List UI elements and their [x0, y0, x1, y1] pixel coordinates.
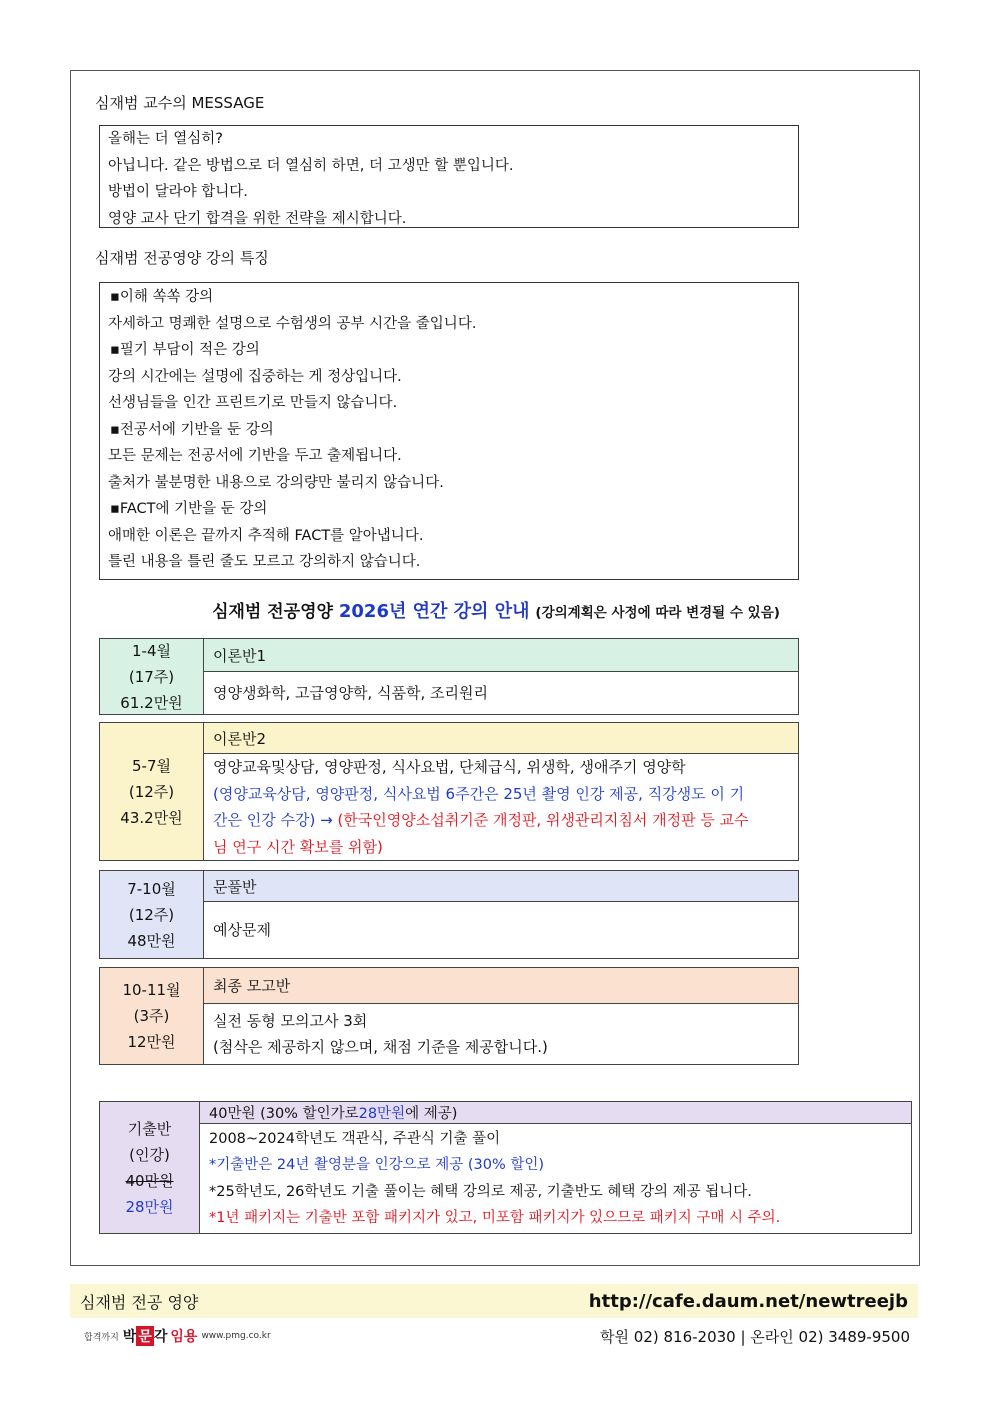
features-box [99, 282, 799, 580]
course-block-theory2 [99, 722, 799, 861]
past-exam-schedule [100, 1102, 200, 1233]
past-exam-line: *1년 패키지는 기출반 포함 패키지가 있고, 미포함 패키지가 있으므로 패키지 구매 시 주의. [209, 1210, 781, 1226]
logo-brand-3: 각 [153, 1329, 168, 1345]
feature-line: 강의 시간에는 설명에 집중하는 게 정상입니다. [108, 368, 402, 385]
course-content [204, 754, 798, 860]
course-weeks: (3주) [133, 1007, 170, 1025]
course-price: 48만원 [127, 931, 176, 950]
course-name: 이론반2 [204, 723, 798, 754]
past-exam-name: 기출반 [127, 1119, 172, 1138]
course-weeks: (17주) [128, 667, 175, 686]
logo-brand-1: 박 [122, 1329, 137, 1345]
course-schedule [100, 723, 204, 860]
feature-heading: ▪FACT에 기반을 둔 강의 [110, 501, 268, 517]
message-box [99, 125, 799, 228]
course-note-line: (영양교육상담, 영양판정, 식사요법 6주간은 25년 촬영 인강 제공, 직강생도 이 기 [213, 784, 745, 803]
course-block-problem [99, 870, 799, 959]
past-exam-head-post: 에 제공) [405, 1106, 458, 1122]
message-line: 영양 교사 단기 합격을 위한 전략을 제시합니다. [108, 210, 407, 227]
feature-line: 선생님들을 인간 프린트기로 만들지 않습니다. [108, 395, 398, 411]
message-title: 심재범 교수의 MESSAGE [95, 94, 265, 112]
course-period: 10-11월 [122, 981, 181, 999]
feature-heading: ▪이해 쏙쏙 강의 [110, 289, 214, 305]
course-period: 5-7월 [132, 756, 171, 775]
annual-title-highlight: 2026년 연간 강의 안내 [338, 601, 530, 622]
feature-heading: ▪필기 부담이 적은 강의 [110, 342, 260, 358]
footer-title: 심재범 전공 영양 [80, 1292, 199, 1312]
course-name: 최종 모고반 [204, 968, 798, 1004]
annual-title-note: (강의계획은 사정에 따라 변경될 수 있음) [535, 605, 780, 621]
annual-title [0, 597, 992, 623]
course-content-line: (첨삭은 제공하지 않으며, 채점 기준을 제공합니다.) [213, 1038, 548, 1056]
course-period: 7-10월 [127, 879, 176, 898]
feature-line: 애매한 이론은 끝까지 추적해 FACT를 알아냅니다. [108, 527, 424, 544]
past-exam-new-price: 28만원 [125, 1197, 174, 1216]
course-content-line: 영양생화학, 고급영양학, 식품학, 조리원리 [213, 683, 488, 702]
feature-line: 틀린 내용을 틀린 줄도 모르고 강의하지 않습니다. [108, 554, 421, 570]
course-note-line: 님 연구 시간 확보를 위함) [213, 837, 383, 856]
footer-url-link[interactable]: http://cafe.daum.net/newtreejb [588, 1290, 908, 1312]
course-price: 61.2만원 [120, 693, 183, 712]
contact-info: 학원 02) 816-2030 | 온라인 02) 3489-9500 [600, 1328, 910, 1346]
feature-line: 출처가 불분명한 내용으로 강의량만 불리지 않습니다. [108, 474, 444, 491]
past-exam-head [200, 1102, 911, 1124]
feature-line: 모든 문제는 전공서에 기반을 두고 출제됩니다. [108, 448, 402, 464]
course-note-red: (한국인영양소섭취기준 개정판, 위생관리지침서 개정판 등 교수 [337, 811, 749, 829]
course-schedule [100, 968, 204, 1064]
course-content [204, 672, 798, 714]
past-exam-content [200, 1124, 911, 1233]
logo-brand-2: 문 [136, 1326, 154, 1346]
past-exam-head-price: 28만원 [358, 1106, 406, 1122]
message-line: 올해는 더 열심히? [108, 131, 223, 147]
course-content [204, 1004, 798, 1064]
message-line: 방법이 달라야 합니다. [108, 184, 248, 200]
past-exam-line: *25학년도, 26학년도 기출 풀이는 혜택 강의로 제공, 기출반도 혜택 강의 제공 됩니다. [209, 1183, 752, 1200]
message-line: 아닙니다. 같은 방법으로 더 열심히 하면, 더 고생만 할 뿐입니다. [108, 157, 514, 174]
course-price: 43.2만원 [120, 808, 183, 827]
past-exam-old-price: 40만원 [125, 1171, 174, 1190]
course-schedule [100, 639, 204, 714]
features-title: 심재범 전공영양 강의 특징 [95, 249, 269, 267]
course-block-past-exam [99, 1101, 912, 1234]
logo-imyong: 임용 [170, 1329, 198, 1345]
course-content-line: 실전 동형 모의고사 3회 [213, 1011, 368, 1030]
course-content-line: 영양교육및상담, 영양판정, 식사요법, 단체급식, 위생학, 생애주기 영양학 [213, 758, 686, 776]
course-name: 이론반1 [204, 639, 798, 672]
past-exam-type: (인강) [129, 1145, 170, 1164]
course-period: 1-4월 [132, 641, 171, 660]
course-content [204, 902, 798, 958]
footer-bar [70, 1284, 918, 1318]
course-block-theory1 [99, 638, 799, 715]
course-price: 12만원 [127, 1033, 176, 1051]
course-weeks: (12주) [128, 782, 175, 801]
logo-url: www.pmg.co.kr [201, 1331, 271, 1341]
course-name: 문풀반 [204, 871, 798, 902]
feature-heading: ▪전공서에 기반을 둔 강의 [110, 421, 274, 438]
course-note-blue: 간은 인강 수강) → [213, 811, 338, 829]
publisher-logo [84, 1326, 271, 1346]
logo-tagline: 합격까지 [84, 1332, 119, 1343]
course-content-line: 예상문제 [213, 920, 271, 939]
past-exam-head-pre: 40만원 (30% 할인가로 [209, 1106, 359, 1122]
past-exam-line: 2008~2024학년도 객관식, 주관식 기출 풀이 [209, 1130, 501, 1147]
feature-line: 자세하고 명쾌한 설명으로 수험생의 공부 시간을 줄입니다. [108, 315, 477, 332]
course-weeks: (12주) [128, 905, 175, 924]
course-block-mock [99, 967, 799, 1065]
past-exam-line: *기출반은 24년 촬영분을 인강으로 제공 (30% 할인) [209, 1157, 545, 1173]
course-note-line [213, 807, 789, 834]
annual-title-prefix: 심재범 전공영양 [212, 602, 333, 622]
course-schedule [100, 871, 204, 958]
